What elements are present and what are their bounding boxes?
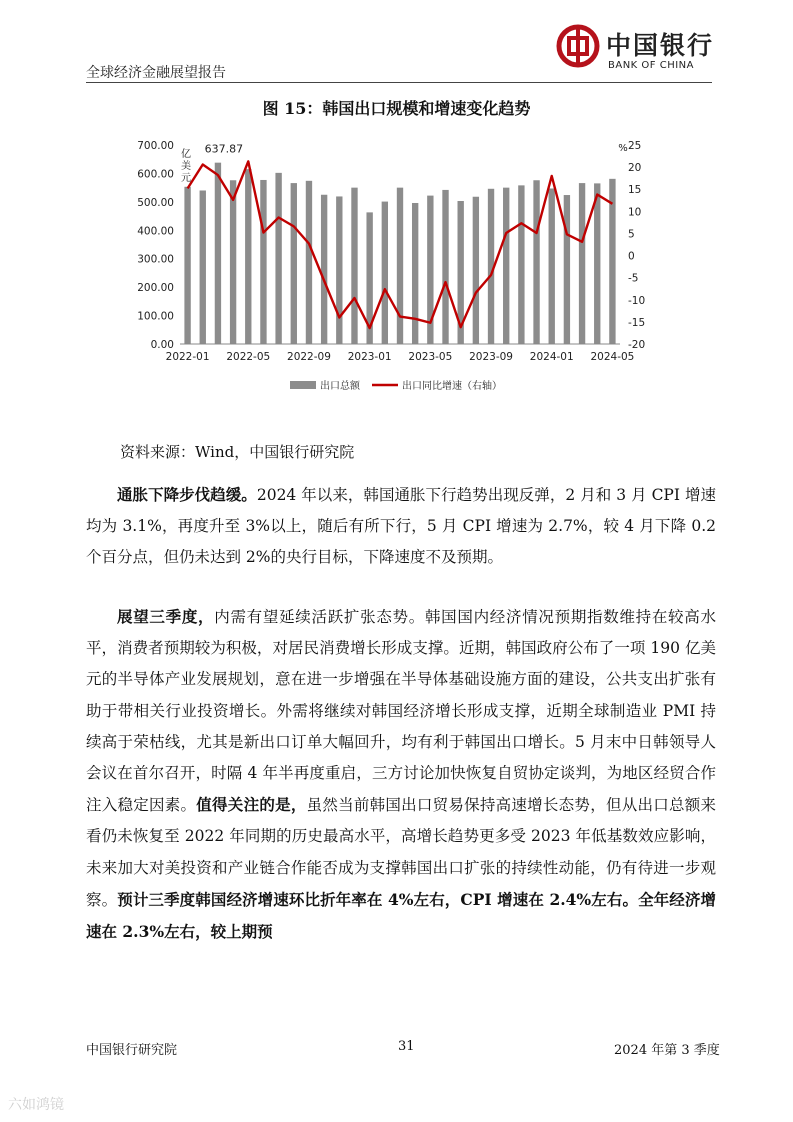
y-right-axis-label: %	[618, 143, 628, 154]
bar-export-total	[351, 188, 357, 344]
bar-export-total	[594, 183, 600, 344]
bar-annotation-max: 637.87	[204, 142, 244, 156]
bar-export-total	[412, 203, 418, 344]
bar-export-total	[564, 195, 570, 344]
bar-export-total	[473, 197, 479, 344]
export-chart	[120, 125, 680, 415]
bar-export-total	[230, 180, 236, 344]
bar-export-total	[382, 202, 388, 344]
bar-export-total	[291, 183, 297, 344]
y-right-tick-label: -20	[628, 339, 646, 351]
y-left-tick-label: 700.00	[137, 140, 174, 152]
y-right-tick-label: -10	[628, 294, 646, 307]
x-tick-label: 2024-05	[590, 351, 635, 363]
y-right-tick-label: 0	[628, 250, 635, 263]
legend-label-bar: 出口总额	[320, 381, 360, 392]
x-tick-label: 2024-01	[529, 351, 574, 363]
bar-export-total	[184, 187, 190, 344]
y-left-tick-label: 0.00	[150, 339, 174, 351]
paragraph-outlook-forecast: 预计三季度韩国经济增速环比折年率在 4%左右，CPI 增速在 2.4%左右。全年经济增速在 2.3%左右，较上期预	[86, 889, 716, 942]
paragraph-outlook-heading: 展望三季度，	[117, 607, 215, 626]
x-tick-label: 2022-05	[226, 351, 271, 363]
footer-page-number: 31	[398, 1039, 415, 1054]
bar-export-total	[533, 180, 539, 344]
paragraph-outlook	[86, 601, 716, 948]
paragraph-inflation-heading: 通胀下降步伐趋缓。	[117, 485, 257, 504]
paragraph-inflation-text: 2024 年以来，韩国通胀下行趋势出现反弹，2 月和 3 月 CPI 增速均为 3.1%，再度升至 3%以上，随后有所下行，5 月 CPI 增速为 2.7%，较 4 月下降 0.2 个百分点，但仍未达到 2%的央行目标，下降速度不及预期。	[86, 486, 716, 567]
y-left-tick-label: 200.00	[137, 282, 174, 295]
bar-export-total	[215, 163, 221, 344]
footer-period: 2024 年第 3 季度	[614, 1043, 720, 1058]
bar-export-total	[306, 181, 312, 344]
x-tick-label: 2023-09	[469, 351, 513, 363]
bank-emblem-icon	[556, 24, 600, 68]
legend-label-line: 出口同比增速（右轴）	[402, 381, 502, 392]
y-left-axis-label: 元	[181, 173, 191, 184]
y-left-tick-label: 600.00	[137, 168, 174, 181]
bar-export-total	[275, 173, 281, 344]
y-left-axis-label: 美	[181, 161, 191, 172]
header-divider	[86, 82, 712, 83]
x-tick-label: 2023-01	[347, 351, 392, 363]
y-right-tick-label: 10	[628, 206, 642, 219]
bar-export-total	[518, 185, 524, 344]
y-left-tick-label: 500.00	[137, 196, 174, 209]
y-left-tick-label: 100.00	[137, 310, 174, 323]
bar-export-total	[442, 190, 448, 344]
paragraph-inflation	[86, 479, 716, 574]
bar-export-total	[397, 188, 403, 344]
bar-export-total	[200, 190, 206, 344]
logo-english-name: BANK OF CHINA	[608, 60, 694, 71]
bar-export-total	[336, 196, 342, 344]
y-right-tick-label: -15	[628, 316, 646, 329]
paragraph-outlook-heading-b: 值得关注的是，	[196, 795, 307, 815]
y-left-tick-label: 400.00	[137, 225, 174, 238]
bar-export-total	[579, 183, 585, 344]
y-left-axis-label: 亿	[181, 149, 191, 160]
x-tick-label: 2022-01	[165, 351, 210, 363]
report-title: 全球经济金融展望报告	[86, 65, 226, 81]
logo-chinese-name: 中国银行	[606, 31, 715, 60]
legend-swatch-bar	[290, 381, 316, 389]
footer-institution: 中国银行研究院	[86, 1043, 178, 1058]
figure-source: 资料来源：Wind，中国银行研究院	[120, 443, 355, 461]
bar-export-total	[245, 169, 251, 344]
bar-export-total	[549, 188, 555, 344]
y-right-tick-label: 15	[628, 184, 642, 197]
y-right-tick-label: -5	[628, 272, 639, 285]
bar-export-total	[260, 180, 266, 344]
paragraph-outlook-text-a: 内需有望延续活跃扩张态势。韩国国内经济情况预期指数维持在较高水平，消费者预期较为积极，对居民消费增长形成支撑。近期，韩国政府公布了一项 190 亿美元的半导体产业发展规划，意在进一步增强在半导体基础设施方面的建设，公共支出扩张有助于带相关行业投资增长。外需将继续对韩国经济增长形成支撑，近期全球制造业 PMI 持续高于荣枯线，尤其是新出口订单大幅回升，均有利于韩国出口增长。5 月末中日韩领导人会议在首尔召开，时隔 4 年半再度重启，三方讨论加快恢复自贸协定谈判，为地区经贸合作注入稳定因素。	[86, 608, 716, 815]
y-right-tick-label: 20	[628, 162, 642, 175]
bar-export-total	[321, 195, 327, 344]
y-right-tick-label: 25	[628, 140, 642, 152]
x-tick-label: 2023-05	[408, 351, 453, 363]
paragraph-outlook-text-b: 虽然当前韩国出口贸易保持高速增长态势，但从出口总额来看仍未恢复至 2022 年同期的历史最高水平，高增长趋势更多受 2023 年低基数效应影响，未来加大对美投资和产业链合作能否成为支撑韩国出口扩张的持续性动能，仍有待进一步观察。	[86, 796, 716, 909]
watermark: 六如鸿镜	[8, 1097, 64, 1113]
x-tick-label: 2022-09	[287, 351, 331, 363]
bank-of-china-logo	[556, 20, 714, 80]
y-left-tick-label: 300.00	[137, 253, 174, 266]
bar-export-total	[503, 188, 509, 344]
y-right-tick-label: 5	[628, 228, 635, 241]
figure-title: 图 15：韩国出口规模和增速变化趋势	[262, 99, 531, 118]
